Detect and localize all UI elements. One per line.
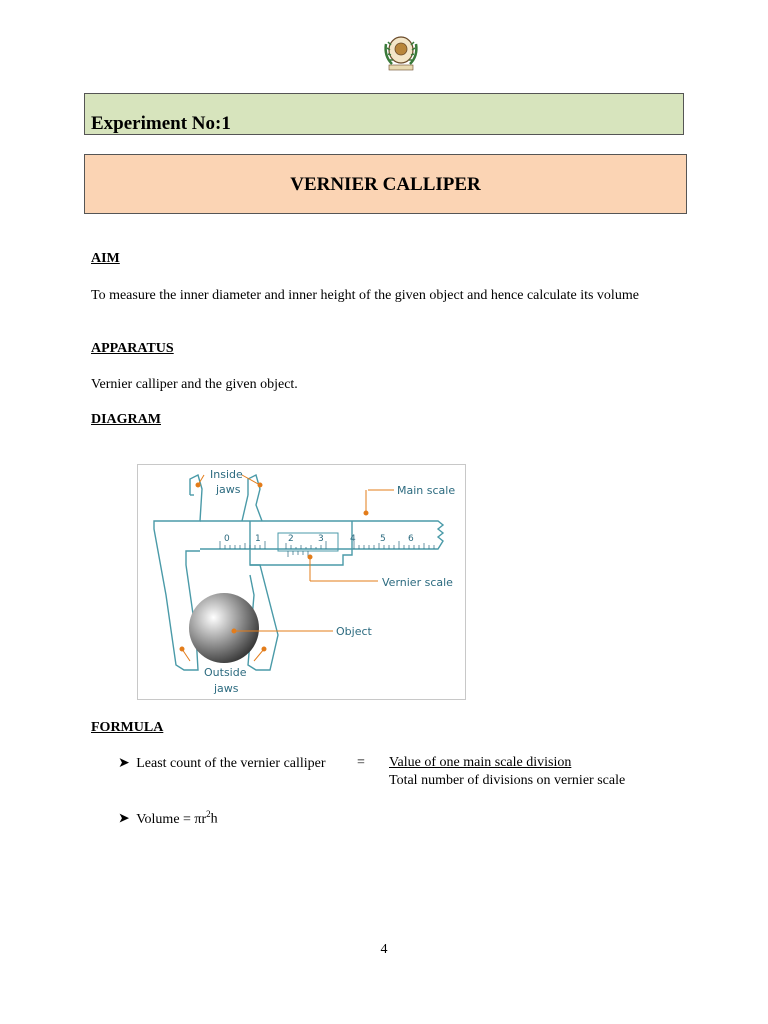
experiment-number-box: [84, 93, 684, 135]
apparatus-text: Vernier calliper and the given object.: [91, 377, 298, 392]
experiment-number: Experiment No:1: [91, 113, 231, 134]
volume-bullet: [118, 809, 218, 828]
diagram-heading: DIAGRAM: [91, 412, 161, 427]
least-count-denominator: Total number of divisions on vernier scale: [389, 773, 626, 788]
scale-number-1: 1: [255, 534, 261, 544]
vernier-calliper-diagram: [137, 464, 466, 700]
scale-number-4: 4: [350, 534, 356, 544]
title-box: [84, 154, 687, 214]
outside-jaws-label-line1: Outside: [204, 666, 247, 679]
vernier-scale-label: Vernier scale: [382, 576, 453, 589]
least-count-bullet: [118, 755, 326, 772]
calliper-drawing: [138, 465, 465, 699]
apparatus-heading: APPARATUS: [91, 341, 174, 356]
object-sphere: [189, 593, 259, 663]
least-count-label: Least count of the vernier calliper: [136, 756, 326, 771]
aim-text: To measure the inner diameter and inner height of the given object and hence calculate its volume: [91, 288, 639, 303]
object-label: Object: [336, 625, 372, 638]
least-count-numerator: Value of one main scale division: [389, 755, 572, 770]
scale-number-2: 2: [288, 534, 294, 544]
scale-number-0: 0: [224, 534, 230, 544]
volume-formula-prefix: Volume = πr: [136, 811, 207, 827]
inside-jaws-label-line2: jaws: [216, 483, 241, 496]
inside-jaws-label-line1: Inside: [210, 468, 243, 481]
volume-formula-suffix: h: [210, 811, 218, 827]
scale-number-3: 3: [318, 534, 324, 544]
vernier-window: [278, 533, 338, 551]
scale-number-5: 5: [380, 534, 386, 544]
arrow-bullet-icon: ➤: [118, 756, 130, 771]
volume-formula-exponent: 2: [206, 809, 211, 819]
page-title: VERNIER CALLIPER: [290, 174, 481, 195]
aim-heading: AIM: [91, 251, 120, 266]
outside-jaws-label-line2: jaws: [214, 682, 239, 695]
page-number: 4: [380, 942, 388, 957]
scale-number-6: 6: [408, 534, 414, 544]
main-scale-label: Main scale: [397, 484, 456, 497]
formula-heading: FORMULA: [91, 720, 164, 735]
institution-emblem-icon: [380, 30, 422, 74]
arrow-bullet-icon: ➤: [118, 811, 130, 827]
least-count-equals: =: [357, 755, 365, 770]
